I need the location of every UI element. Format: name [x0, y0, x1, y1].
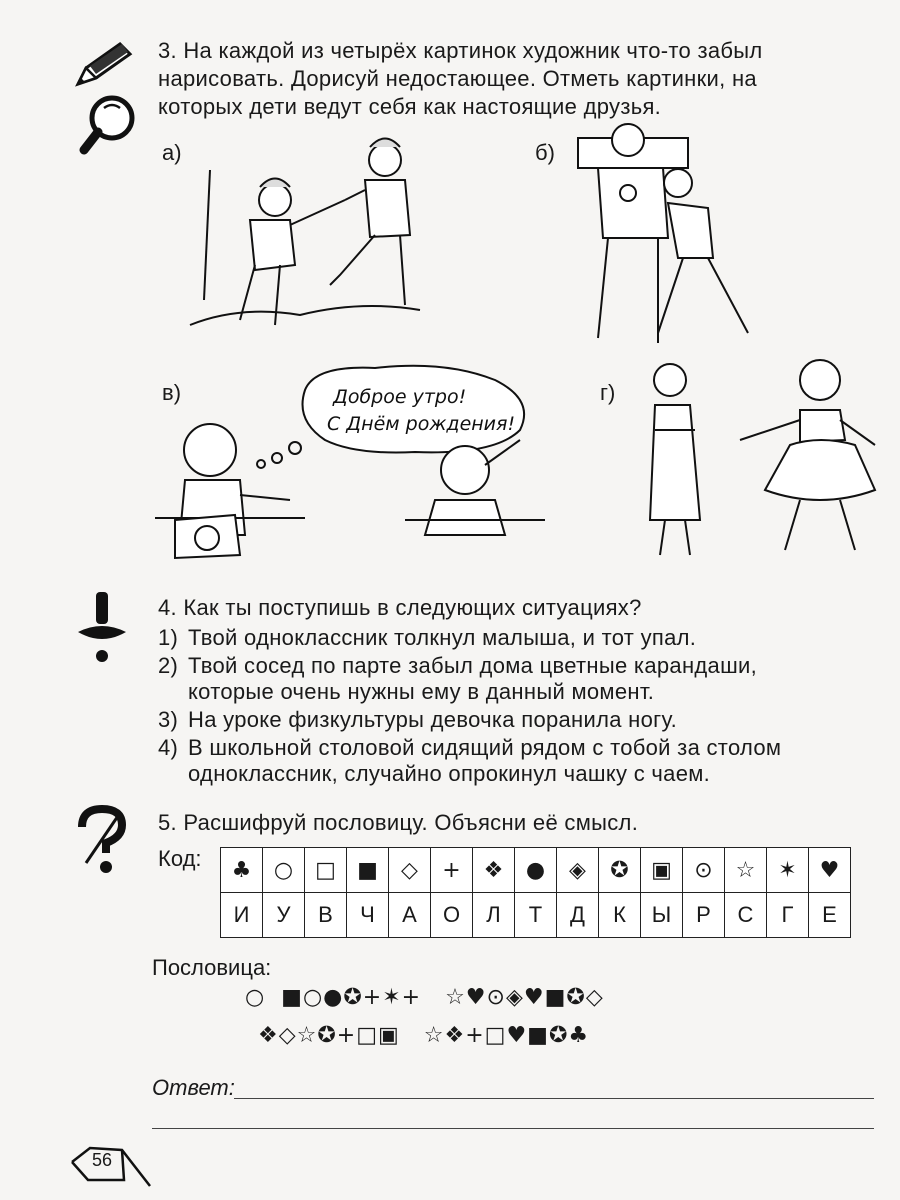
- answer-label: Ответ:: [152, 1075, 235, 1100]
- task4-item2-text-line1: Твой сосед по парте забыл дома цветные карандаши,: [188, 653, 758, 678]
- task3-text-line2: нарисовать. Дорисуй недостающее. Отметь картинки, на: [158, 66, 757, 91]
- code-letter: Л: [473, 893, 515, 938]
- code-letter: О: [431, 893, 473, 938]
- picture-g-girls[interactable]: [640, 350, 890, 570]
- picture-a-label: а): [162, 140, 182, 165]
- code-symbol: ❖: [473, 848, 515, 893]
- code-letter: И: [221, 893, 263, 938]
- proverb-code-line1: ○ ■○●✪+✶+ ☆♥⊙◈♥■✪◇: [245, 985, 604, 1010]
- code-letter: Ы: [641, 893, 683, 938]
- code-symbols-row: [221, 848, 851, 893]
- picture-v-phone-call[interactable]: [155, 360, 545, 560]
- code-letter: У: [263, 893, 305, 938]
- code-symbol: ✪: [599, 848, 641, 893]
- code-symbol: ■: [347, 848, 389, 893]
- task4-item2-continuation: которые очень нужны ему в данный момент.: [188, 679, 655, 704]
- code-symbol: ○: [263, 848, 305, 893]
- task5-title: 5. Расшифруй пословицу. Объясни её смысл.: [158, 810, 639, 835]
- code-letter: В: [305, 893, 347, 938]
- picture-g-label: г): [600, 380, 616, 405]
- magnifier-icon: [78, 92, 138, 158]
- task4-title: 4. Как ты поступишь в следующих ситуациях?: [158, 595, 642, 620]
- task4-item2-num: 2): [158, 653, 179, 678]
- proverb-code-line2: ❖◇☆✪+□▣ ☆❖+□♥■✪♣: [258, 1023, 590, 1048]
- code-letter: К: [599, 893, 641, 938]
- task3-text-line3: которых дети ведут себя как настоящие друзья.: [158, 94, 662, 119]
- code-letter: Р: [683, 893, 725, 938]
- code-letter: Т: [515, 893, 557, 938]
- code-symbol: ◈: [557, 848, 599, 893]
- code-letter: Ч: [347, 893, 389, 938]
- code-letter: Е: [809, 893, 851, 938]
- code-letter: С: [725, 893, 767, 938]
- code-symbol: ✶: [767, 848, 809, 893]
- code-symbol: ♥: [809, 848, 851, 893]
- code-symbol: ▣: [641, 848, 683, 893]
- task4-item3: [158, 707, 677, 733]
- task4-item3-text: На уроке физкультуры девочка поранила ногу.: [188, 707, 678, 732]
- task3-text-line1: 3. На каждой из четырёх картинок художник что-то забыл: [158, 38, 763, 63]
- code-symbol: ♣: [221, 848, 263, 893]
- code-symbol: +: [431, 848, 473, 893]
- task4-item2: [158, 653, 757, 679]
- pencil-icon: [72, 38, 134, 90]
- answer-line-2[interactable]: [152, 1128, 874, 1129]
- code-label: Код:: [158, 846, 202, 871]
- task4-item4-continuation: одноклассник, случайно опрокинул чашку с чаем.: [188, 761, 711, 786]
- code-symbol: ⊙: [683, 848, 725, 893]
- speaking-mouth-icon: [74, 590, 130, 665]
- task4-item4-num: 4): [158, 735, 179, 760]
- code-symbol: □: [305, 848, 347, 893]
- question-pen-icon: [72, 805, 130, 875]
- picture-b-label: б): [535, 140, 555, 165]
- speech-bubble-line2: С Днём рождения!: [327, 413, 516, 435]
- task4-item1: [158, 625, 696, 651]
- picture-a-skiers[interactable]: [180, 125, 450, 345]
- task4-item1-text: Твой одноклассник толкнул малыша, и тот упал.: [188, 625, 697, 650]
- picture-v-label: в): [162, 380, 182, 405]
- task4-item4-text-line1: В школьной столовой сидящий рядом с тобой за столом: [188, 735, 782, 760]
- picture-b-boys[interactable]: [568, 118, 768, 353]
- task4-item3-num: 3): [158, 707, 179, 732]
- code-letters-row: [221, 893, 851, 938]
- proverb-label: Пословица:: [152, 955, 272, 980]
- speech-bubble-line1: Доброе утро!: [333, 386, 467, 408]
- code-symbol: ●: [515, 848, 557, 893]
- task4-item1-num: 1): [158, 625, 179, 650]
- task4-item4: [158, 735, 781, 761]
- code-symbol: ◇: [389, 848, 431, 893]
- code-letter: Д: [557, 893, 599, 938]
- code-symbol: ☆: [725, 848, 767, 893]
- answer-line-1[interactable]: [234, 1098, 874, 1099]
- code-letter: Г: [767, 893, 809, 938]
- code-table: [220, 847, 851, 938]
- page-number: 56: [92, 1150, 113, 1170]
- code-letter: А: [389, 893, 431, 938]
